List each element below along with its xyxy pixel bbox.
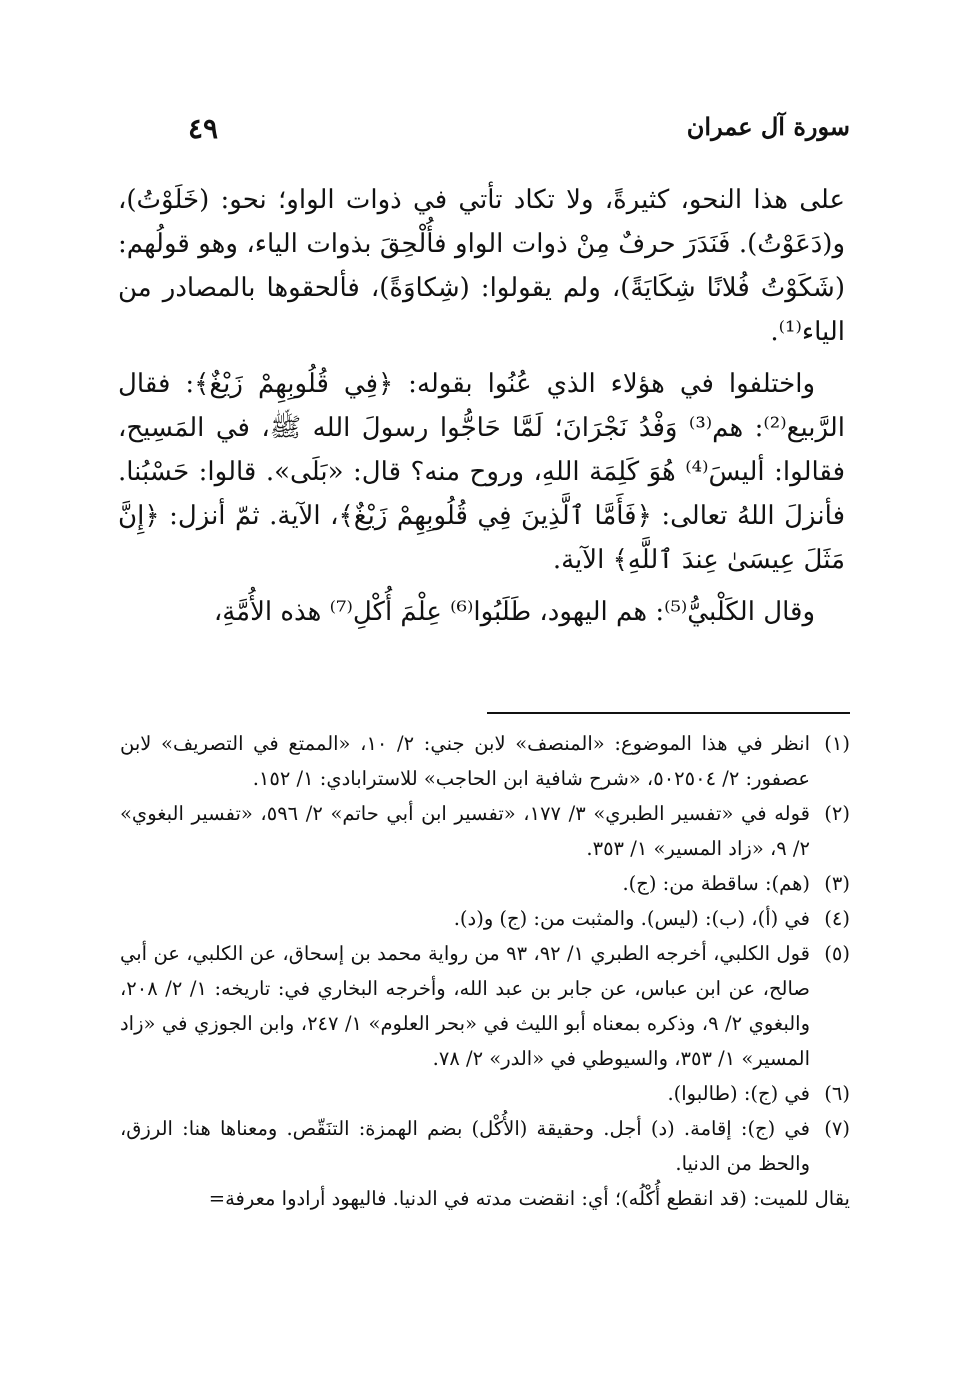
footnote-number: (٥) <box>824 942 850 965</box>
footnote-separator <box>487 712 850 714</box>
surah-title: سورة آل عمران <box>686 112 850 141</box>
footnote <box>120 1111 850 1181</box>
footnote-text: قول الكلبي، أخرجه الطبري ١/ ٩٢، ٩٣ من رواية محمد بن إسحاق، عن الكلبي، عن أبي صالح، عن ابن عباس، عن جابر بن عبد الله، وأخرجه البخاري في: تاريخه: ١/ ٢/ ٢٠٨، والبغوي ٢/ ٩، وذكره بمعناه أبو الليث في «بحر العلوم» ١/ ٢٤٧، وابن الجوزي في «زاد المسير» ١/ ٣٥٣، والسيوطي في «الدر» ٢/ ٧٨. <box>120 942 810 1070</box>
footnote <box>120 901 850 936</box>
footnote-number: (٧) <box>824 1117 850 1140</box>
footnote <box>120 726 850 796</box>
footnote <box>120 866 850 901</box>
footnote-number: (١) <box>824 732 850 755</box>
footnote-continuation: يقال للميت: (قد انقطع أُكْلُه)؛ أي: انقضت مدته في الدنيا. فاليهود أرادوا معرفة= <box>208 1187 850 1210</box>
footnote-text: انظر في هذا الموضوع: «المنصف» لابن جني: ٢/ ١٠، «الممتع في التصريف» لابن عصفور: ٢/ ٥٠٢٥٠٤، «شرح شافية ابن الحاجب» للاسترابادي: ١/ ١٥٢. <box>120 732 810 790</box>
paragraph: وقال الكَلْبيُّ⁽⁵⁾: هم اليهود، طَلَبُوا⁽⁶⁾ عِلْمَ أُكْلِ⁽⁷⁾ هذه الأُمَّةِ، <box>213 597 815 627</box>
footnote <box>120 1076 850 1111</box>
paragraph: على هذا النحو، كثيرةً، ولا تكاد تأتي في ذوات الواو؛ نحو: (خَلَوْتُ)، و(دَعَوْتُ). فَنَدَرَ حرفٌ مِنْ ذوات الواو فأُلْحِقَ بذوات الياء، وهو قولُهم: (شَكَوْتُ فُلانًا شِكَايَةً)، ولم يقولوا: (شِكاوَةً)، فألحقوها بالمصادر من الياء⁽¹⁾. <box>118 185 845 347</box>
footnote-number: (٦) <box>824 1082 850 1105</box>
footnote <box>120 936 850 1076</box>
footnote-number: (٤) <box>824 907 850 930</box>
main-text <box>118 178 845 642</box>
footnote-text: في (أ)، (ب): (ليس). والمثبت من: (ج) و(د). <box>453 907 810 930</box>
footnote-text: في (ج): إقامة. (د) أجل. وحقيقة (الأُكْل) بضم الهمزة: التنَقّص. ومعناها هنا: الرزق، والحظ من الدنيا. <box>120 1117 810 1175</box>
footnote <box>120 796 850 866</box>
footnote-text: قوله في «تفسير الطبري» ٣/ ١٧٧، «تفسير ابن أبي حاتم» ٢/ ٥٩٦، «تفسير البغوي» ٢/ ٩، «زاد المسير» ١/ ٣٥٣. <box>120 802 810 860</box>
footnote-text: (هم): ساقطة من: (ج). <box>622 872 810 895</box>
footnote-number: (٢) <box>824 802 850 825</box>
footnote-text: في (ج): (طالبوا). <box>667 1082 810 1105</box>
page-header <box>148 112 850 156</box>
page-number: ٤٩ <box>188 112 219 145</box>
footnote-number: (٣) <box>824 872 850 895</box>
paragraph: واختلفوا في هؤلاء الذي عُنُوا بقوله: ﴿فِي قُلُوبِهِمْ زَيْغٌ﴾: فقال الرَّبيع⁽²⁾: هم⁽³⁾ وَفْدُ نَجْرَانَ؛ لَمَّا حَاجُّوا رسولَ الله ﷺ، في المَسِيح، فقالوا: أليسَ⁽⁴⁾ هُوَ كَلِمَة اللهِ، وروح منه؟ قال: «بَلَى». قالوا: حَسْبُنا. فأنزلَ اللهُ تعالى: ﴿فَأَمَّا ٱلَّذِينَ فِي قُلُوبِهِمْ زَيْغٌ﴾، الآية. ثمّ أنزل: ﴿إِنَّ مَثَلَ عِيسَىٰ عِندَ ٱللَّهِ﴾ الآية. <box>118 369 846 575</box>
footnotes <box>120 726 850 1216</box>
